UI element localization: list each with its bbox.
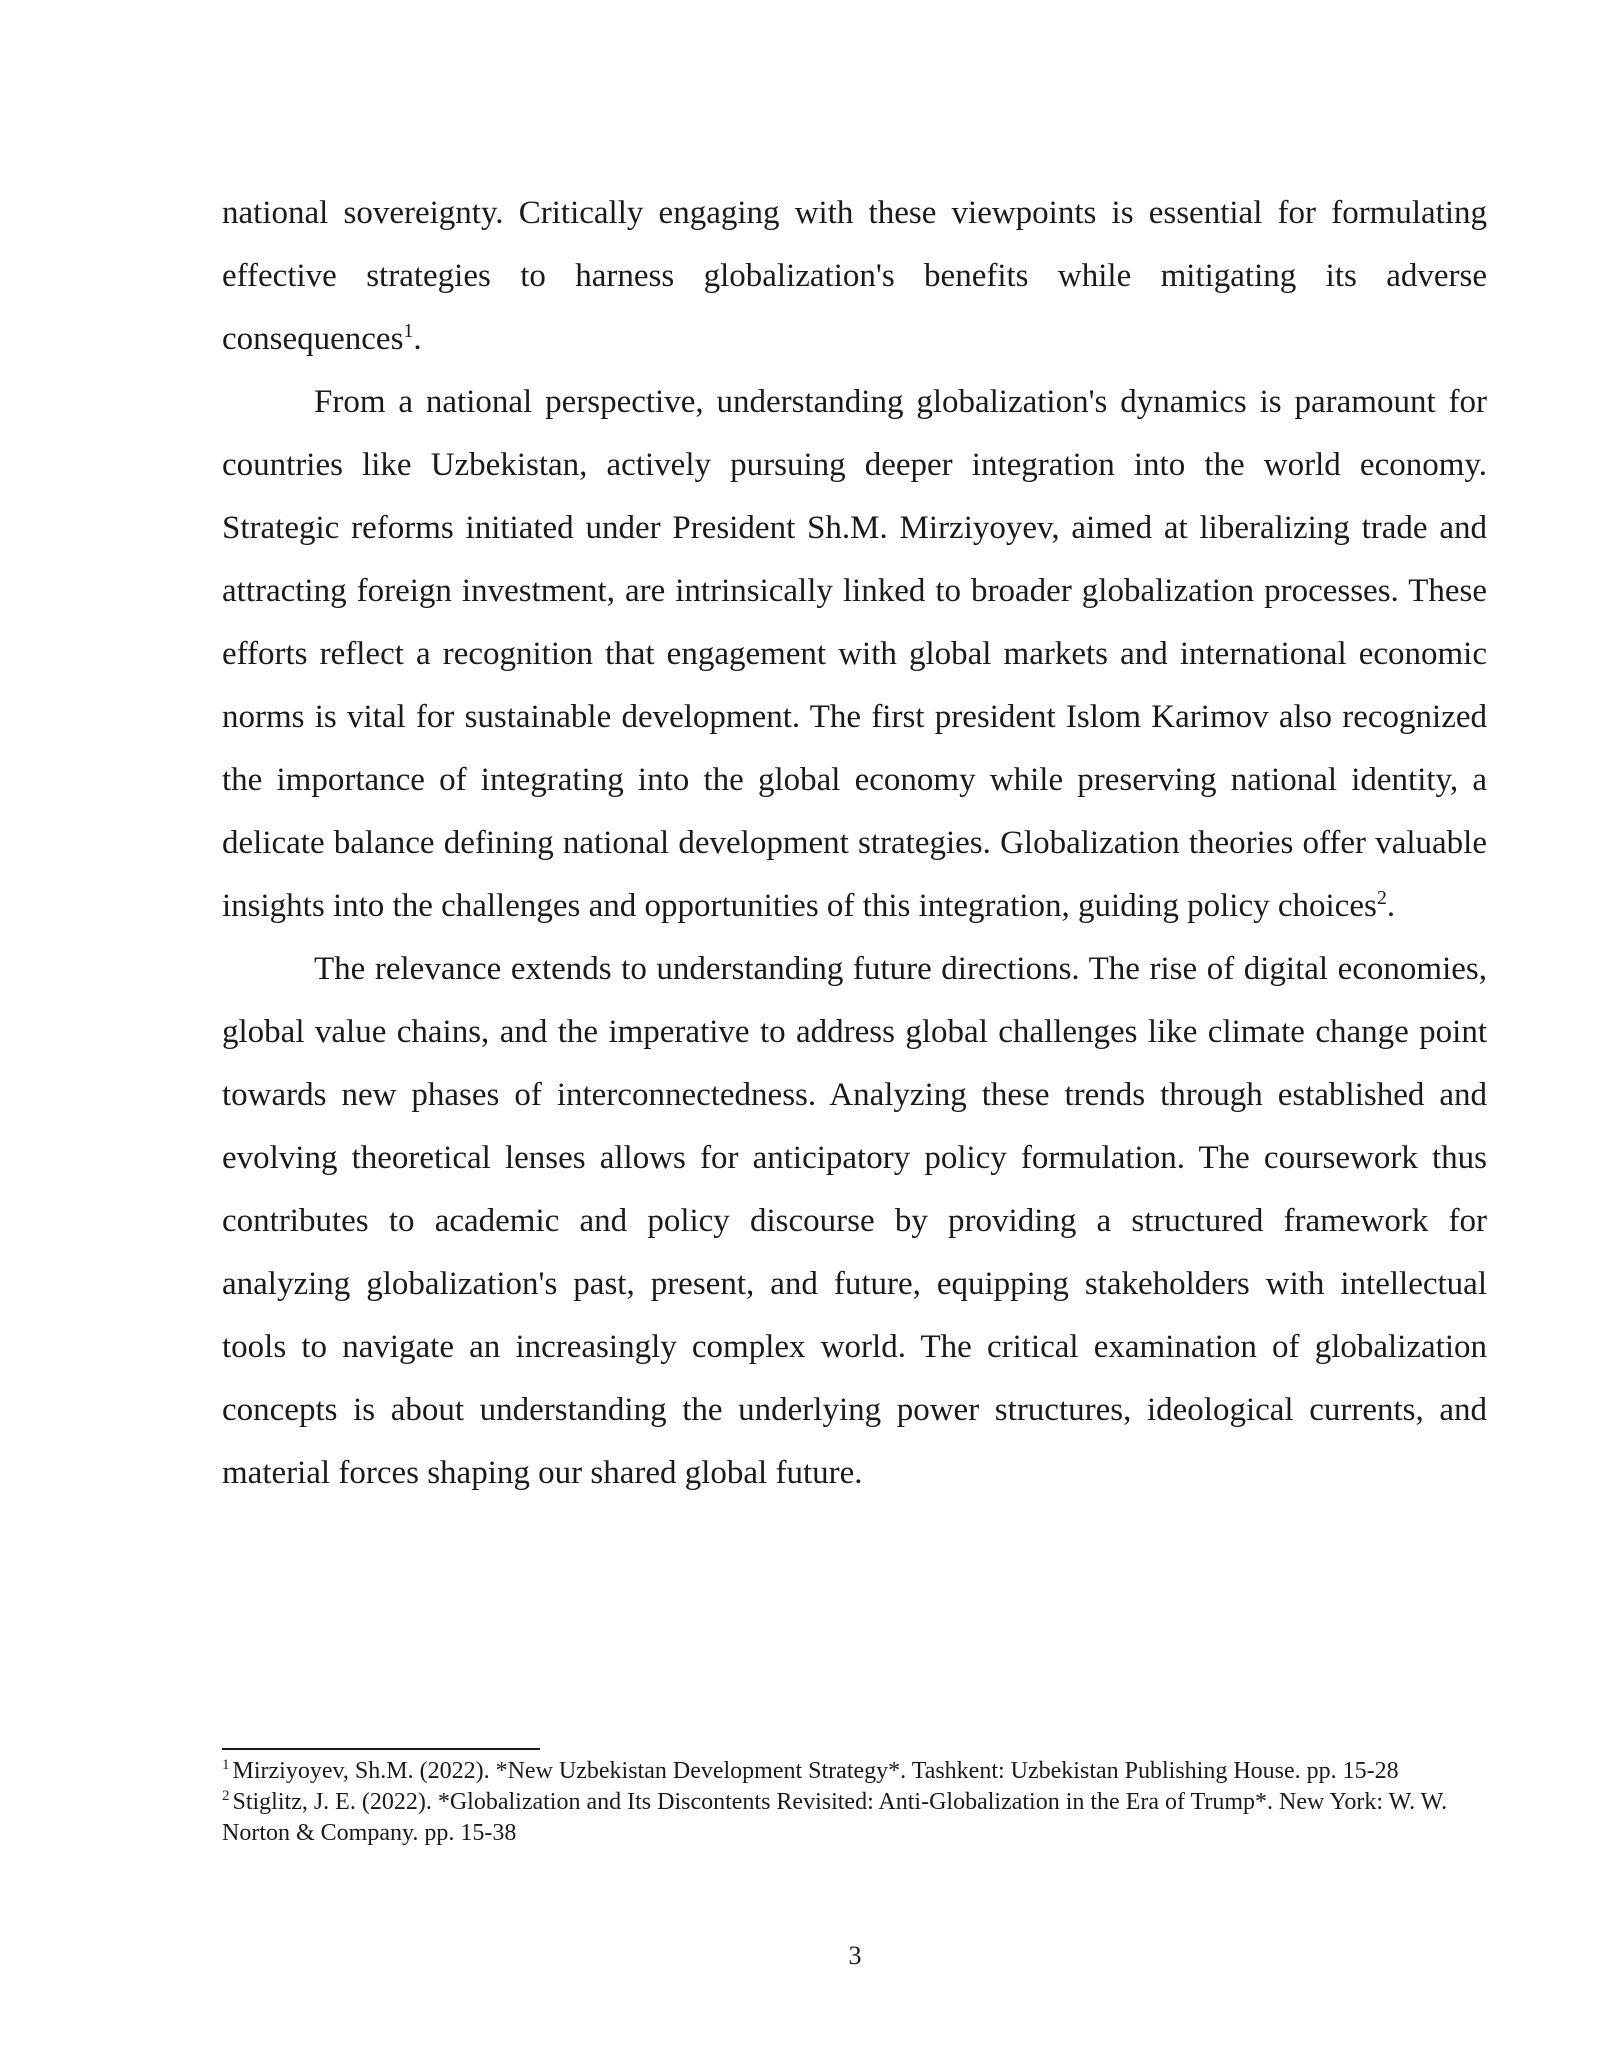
- footnote-reference[interactable]: 2: [1376, 887, 1387, 909]
- footnote-item: [222, 1756, 1487, 1787]
- footnote-mark: 1: [222, 1757, 230, 1773]
- footnote-separator: [222, 1748, 540, 1750]
- footnote-text: Stiglitz, J. E. (2022). *Globalization and Its Discontents Revisited: Anti-Globalization in the Era of Trump*. New York: W. W. Norton & Company. pp. 15-38: [222, 1789, 1448, 1846]
- footnote-item: [222, 1787, 1487, 1849]
- paragraph-future-directions: [222, 938, 1487, 1505]
- paragraph-text: From a national perspective, understanding globalization's dynamics is paramount for countries like Uzbekistan, actively pursuing deeper integration into the world economy. Strategic reforms initiated under President Sh.M. Mirziyoyev, aimed at liberalizing trade and attracting foreign investment, are intrinsically linked to broader globalization processes. These efforts reflect a recognition that engagement with global markets and international economic norms is vital for sustainable development. The first president Islom Karimov also recognized the importance of integrating into the global economy while preserving national identity, a delicate balance defining national development strategies. Globalization theories offer valuable insights into the challenges and opportunities of this integration, guiding policy choices: [222, 384, 1487, 924]
- footnote-text: Mirziyoyev, Sh.M. (2022). *New Uzbekistan Development Strategy*. Tashkent: Uzbekistan Publishing House. pp. 15-28: [232, 1758, 1399, 1784]
- body-text: [222, 182, 1487, 1505]
- paragraph-continuation: [222, 182, 1487, 371]
- paragraph-text: national sovereignty. Critically engaging with these viewpoints is essential for formulating effective strategies to harness globalization's benefits while mitigating its adverse consequences: [222, 195, 1487, 357]
- footnotes: [222, 1756, 1487, 1849]
- paragraph-end-punctuation: .: [1386, 888, 1396, 924]
- page-number: 3: [848, 1941, 862, 1970]
- paragraph-text: The relevance extends to understanding future directions. The rise of digital economies, global value chains, and the imperative to address global challenges like climate change point towards new phases of interconnectedness. Analyzing these trends through established and evolving theoretical lenses allows for anticipatory policy formulation. The coursework thus contributes to academic and policy discourse by providing a structured framework for analyzing globalization's past, present, and future, equipping stakeholders with intellectual tools to navigate an increasingly complex world. The critical examination of globalization concepts is about understanding the underlying power structures, ideological currents, and material forces shaping our shared global future.: [222, 951, 1487, 1491]
- footnote-reference[interactable]: 1: [403, 320, 414, 342]
- footnote-mark: 2: [222, 1788, 230, 1804]
- paragraph-national-perspective: [222, 371, 1487, 938]
- paragraph-end-punctuation: .: [413, 321, 422, 357]
